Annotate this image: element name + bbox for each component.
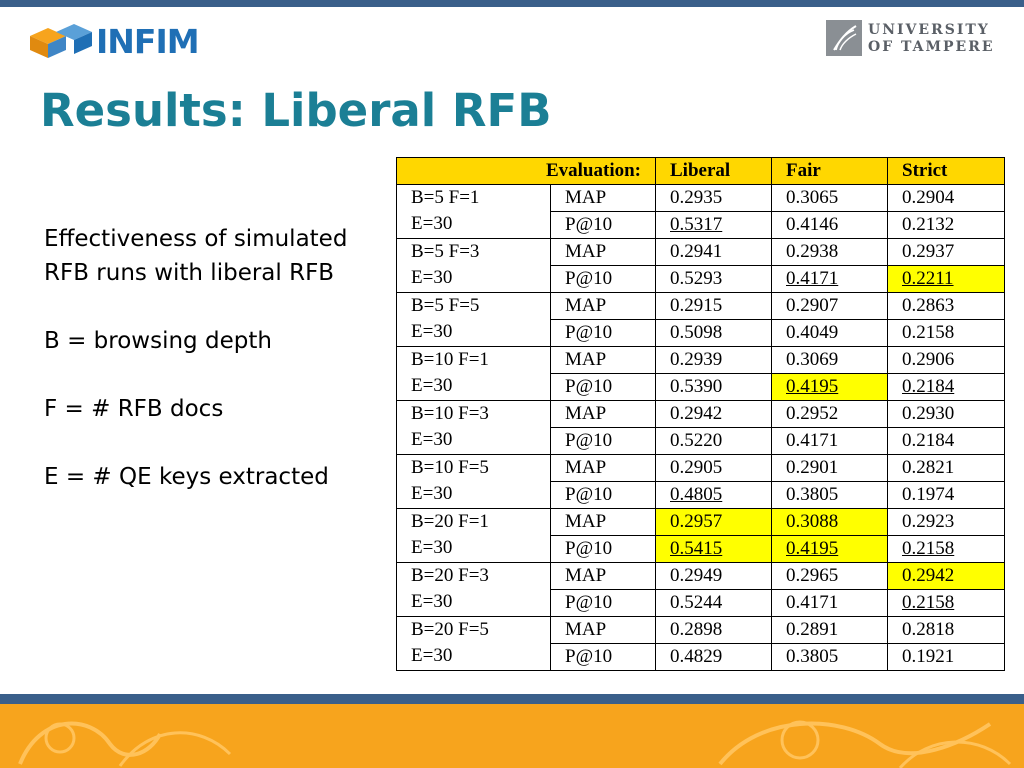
sidebar-line-description: Effectiveness of simulated RFB runs with liberal RFB <box>44 226 348 286</box>
results-table <box>396 157 1005 671</box>
measure-cell: P@10 <box>551 536 656 563</box>
value-cell: 0.2938 <box>772 239 888 266</box>
table-header-row <box>397 158 1005 185</box>
value-cell: 0.4146 <box>772 212 888 239</box>
sidebar-notes <box>44 222 394 494</box>
value-cell: 0.4195 <box>772 374 888 401</box>
value-cell: 0.5317 <box>656 212 772 239</box>
measure-cell: P@10 <box>551 482 656 509</box>
value-cell: 0.4195 <box>772 536 888 563</box>
value-cell: 0.2942 <box>888 563 1005 590</box>
value-cell: 0.2898 <box>656 617 772 644</box>
value-cell: 0.5390 <box>656 374 772 401</box>
table-row <box>397 509 1005 536</box>
slide-title: Results: Liberal RFB <box>40 84 552 137</box>
measure-cell: P@10 <box>551 212 656 239</box>
tampere-line-2: OF TAMPERE <box>868 39 995 55</box>
group-label: B=20 F=1 E=30 <box>397 509 551 563</box>
value-cell: 0.2907 <box>772 293 888 320</box>
value-cell: 0.5415 <box>656 536 772 563</box>
value-cell: 0.2906 <box>888 347 1005 374</box>
measure-cell: MAP <box>551 617 656 644</box>
table-row <box>397 563 1005 590</box>
measure-cell: P@10 <box>551 590 656 617</box>
group-label: B=5 F=1 E=30 <box>397 185 551 239</box>
value-cell: 0.2915 <box>656 293 772 320</box>
table-row <box>397 617 1005 644</box>
infim-logo <box>26 20 208 62</box>
table-row <box>397 455 1005 482</box>
value-cell: 0.2923 <box>888 509 1005 536</box>
value-cell: 0.2935 <box>656 185 772 212</box>
measure-cell: P@10 <box>551 266 656 293</box>
value-cell: 0.2211 <box>888 266 1005 293</box>
value-cell: 0.1974 <box>888 482 1005 509</box>
value-cell: 0.2132 <box>888 212 1005 239</box>
group-label: B=10 F=1 E=30 <box>397 347 551 401</box>
value-cell: 0.2939 <box>656 347 772 374</box>
value-cell: 0.5293 <box>656 266 772 293</box>
group-label: B=5 F=3 E=30 <box>397 239 551 293</box>
group-label: B=10 F=5 E=30 <box>397 455 551 509</box>
value-cell: 0.2942 <box>656 401 772 428</box>
measure-cell: MAP <box>551 347 656 374</box>
value-cell: 0.4171 <box>772 266 888 293</box>
group-label: B=5 F=5 E=30 <box>397 293 551 347</box>
value-cell: 0.1921 <box>888 644 1005 671</box>
table-row <box>397 401 1005 428</box>
value-cell: 0.2941 <box>656 239 772 266</box>
value-cell: 0.2904 <box>888 185 1005 212</box>
value-cell: 0.2821 <box>888 455 1005 482</box>
table-row <box>397 185 1005 212</box>
value-cell: 0.2891 <box>772 617 888 644</box>
value-cell: 0.2158 <box>888 536 1005 563</box>
measure-cell: P@10 <box>551 428 656 455</box>
value-cell: 0.2965 <box>772 563 888 590</box>
header-evaluation: Evaluation: <box>397 158 656 185</box>
value-cell: 0.4805 <box>656 482 772 509</box>
value-cell: 0.2184 <box>888 374 1005 401</box>
footer-stripe <box>0 694 1024 704</box>
measure-cell: P@10 <box>551 320 656 347</box>
table-row <box>397 347 1005 374</box>
value-cell: 0.2930 <box>888 401 1005 428</box>
university-of-tampere-logo <box>826 20 996 60</box>
measure-cell: P@10 <box>551 374 656 401</box>
footer-swirl-decoration <box>0 704 1024 768</box>
group-label: B=20 F=3 E=30 <box>397 563 551 617</box>
value-cell: 0.3805 <box>772 482 888 509</box>
value-cell: 0.4171 <box>772 428 888 455</box>
value-cell: 0.2937 <box>888 239 1005 266</box>
infim-logo-text: INFIM <box>96 22 199 61</box>
value-cell: 0.3069 <box>772 347 888 374</box>
measure-cell: MAP <box>551 509 656 536</box>
table-row <box>397 239 1005 266</box>
tampere-line-1: UNIVERSITY <box>868 22 990 38</box>
value-cell: 0.2863 <box>888 293 1005 320</box>
value-cell: 0.5098 <box>656 320 772 347</box>
measure-cell: MAP <box>551 239 656 266</box>
group-label: B=10 F=3 E=30 <box>397 401 551 455</box>
sidebar-line-b: B = browsing depth <box>44 328 272 354</box>
measure-cell: MAP <box>551 185 656 212</box>
header-strict: Strict <box>888 158 1005 185</box>
value-cell: 0.5244 <box>656 590 772 617</box>
value-cell: 0.3805 <box>772 644 888 671</box>
value-cell: 0.2158 <box>888 320 1005 347</box>
value-cell: 0.2905 <box>656 455 772 482</box>
tampere-leaf-icon <box>826 20 862 56</box>
value-cell: 0.2158 <box>888 590 1005 617</box>
sidebar-line-f: F = # RFB docs <box>44 396 224 422</box>
header-liberal: Liberal <box>656 158 772 185</box>
value-cell: 0.4049 <box>772 320 888 347</box>
value-cell: 0.2818 <box>888 617 1005 644</box>
value-cell: 0.2949 <box>656 563 772 590</box>
infim-cube-icon <box>26 20 96 62</box>
value-cell: 0.4171 <box>772 590 888 617</box>
value-cell: 0.2901 <box>772 455 888 482</box>
measure-cell: MAP <box>551 293 656 320</box>
measure-cell: MAP <box>551 563 656 590</box>
value-cell: 0.2184 <box>888 428 1005 455</box>
measure-cell: MAP <box>551 401 656 428</box>
sidebar-line-e: E = # QE keys extracted <box>44 464 329 490</box>
table-row <box>397 293 1005 320</box>
measure-cell: P@10 <box>551 644 656 671</box>
group-label: B=20 F=5 E=30 <box>397 617 551 671</box>
value-cell: 0.2957 <box>656 509 772 536</box>
header-fair: Fair <box>772 158 888 185</box>
value-cell: 0.3088 <box>772 509 888 536</box>
measure-cell: MAP <box>551 455 656 482</box>
value-cell: 0.3065 <box>772 185 888 212</box>
value-cell: 0.5220 <box>656 428 772 455</box>
value-cell: 0.2952 <box>772 401 888 428</box>
top-bar <box>0 0 1024 7</box>
value-cell: 0.4829 <box>656 644 772 671</box>
